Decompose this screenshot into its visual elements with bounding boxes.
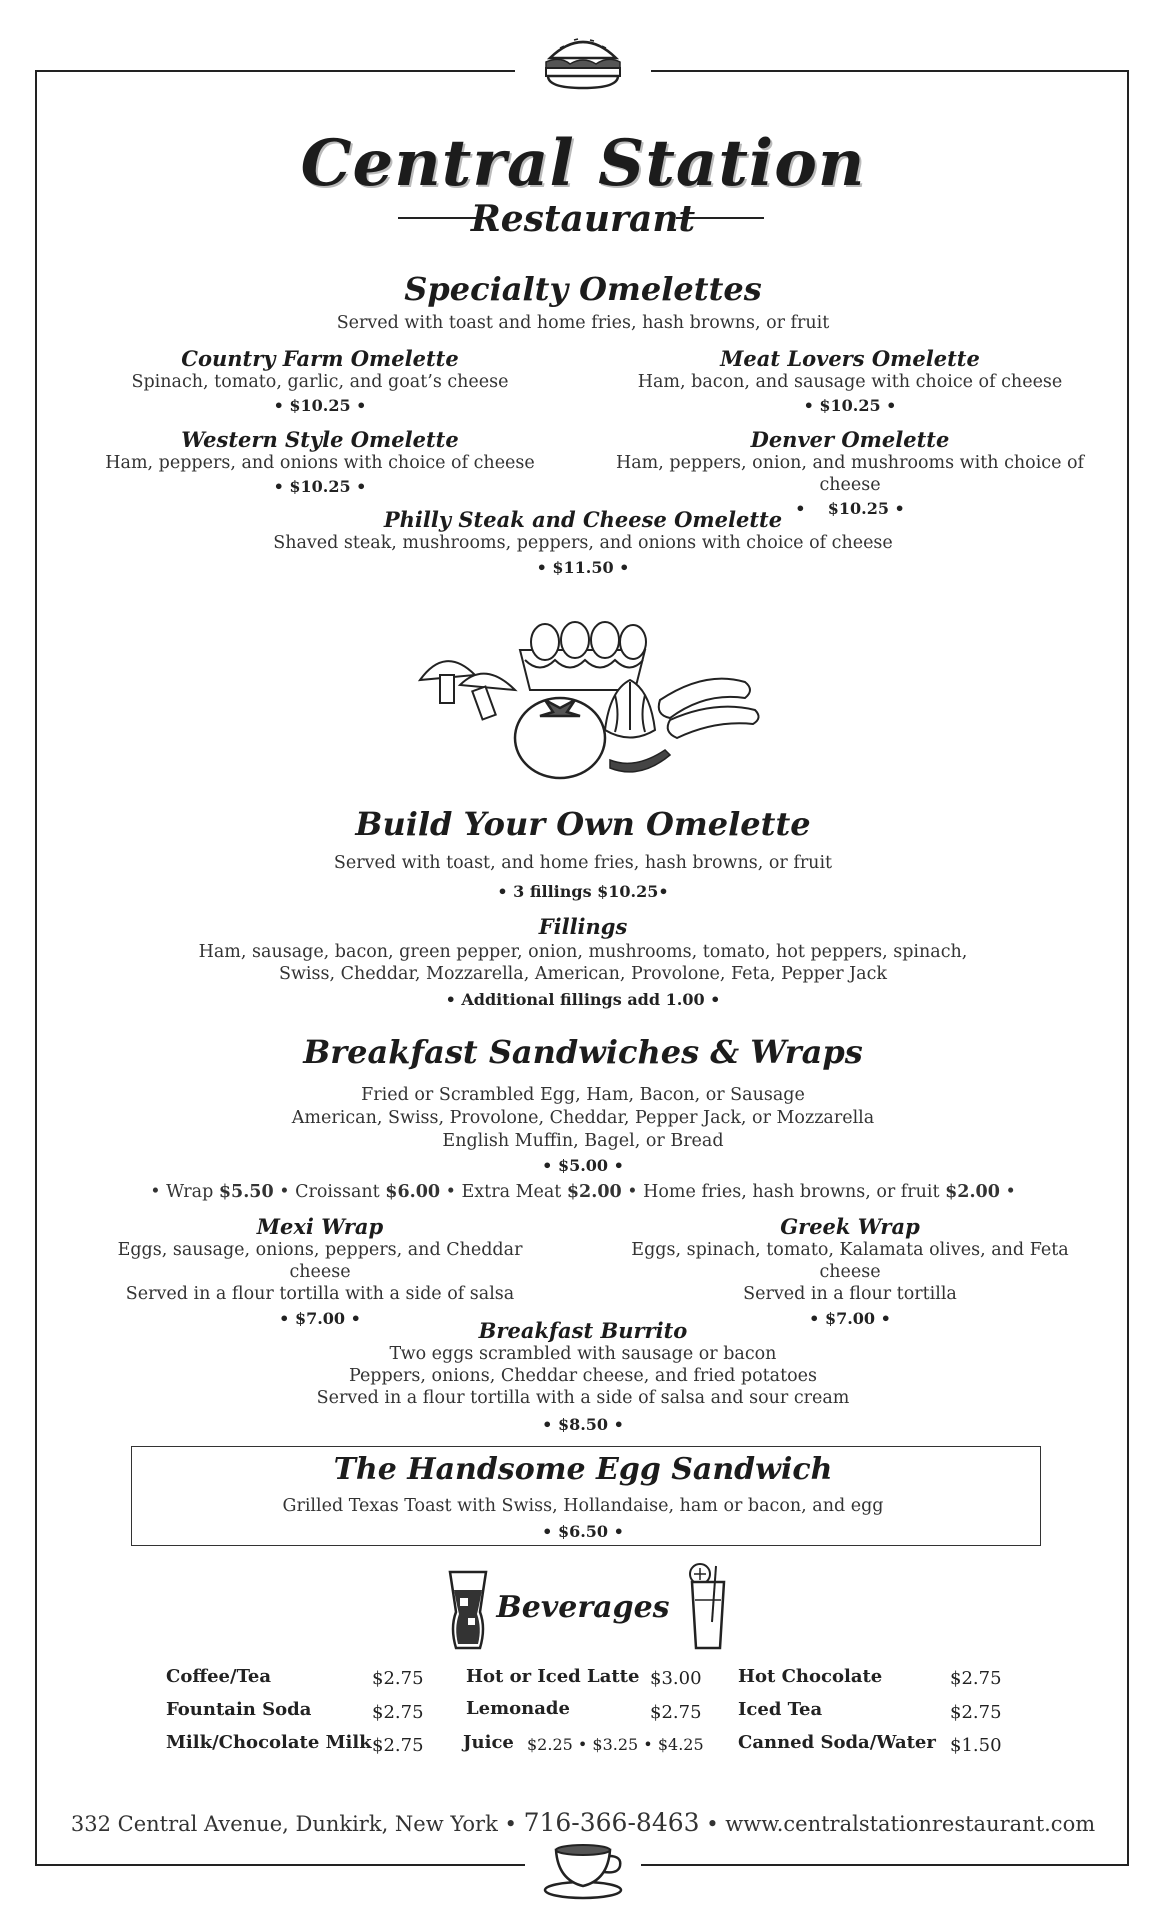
- lemonade-glass-icon: [686, 1562, 730, 1652]
- coffee-cup-icon: [540, 1840, 626, 1900]
- fillings-line-1: Ham, sausage, bacon, green pepper, onion, mushrooms, tomato, hot peppers, spinach,: [198, 942, 968, 962]
- beverages-heading: Beverages: [496, 1590, 670, 1625]
- breakfast-burrito: [0, 1318, 1166, 1434]
- restaurant-name: Central Station: [300, 126, 866, 201]
- bev-price: $2.25 • $3.25 • $4.25: [527, 1735, 704, 1754]
- extra-price: $2.00: [566, 1182, 622, 1202]
- item-price: • $10.25 •: [795, 499, 905, 518]
- additional-fillings: • Additional fillings add 1.00 •: [445, 990, 721, 1009]
- bev-price: $2.75: [950, 1668, 1002, 1689]
- footer-website[interactable]: www.centralstationrestaurant.com: [725, 1812, 1096, 1836]
- extra-label: •: [999, 1182, 1016, 1202]
- omelette-country-farm: [100, 346, 540, 415]
- bev-name: Milk/Chocolate Milk: [166, 1732, 372, 1753]
- fillings-line-2: Swiss, Cheddar, Mozzarella, American, Provolone, Feta, Pepper Jack: [278, 964, 888, 984]
- fillings-heading: Fillings: [538, 914, 628, 939]
- bev-name: Hot or Iced Latte: [466, 1666, 640, 1687]
- bev-name: Lemonade: [466, 1698, 570, 1719]
- item-name: Breakfast Burrito: [478, 1318, 688, 1343]
- mushroom-icon: [420, 661, 515, 719]
- item-desc-3: Served in a flour tortilla with a side of salsa and sour cream: [316, 1388, 850, 1408]
- sandwiches-heading: Breakfast Sandwiches & Wraps: [303, 1033, 863, 1071]
- item-desc-2: Served in a flour tortilla with a side of salsa: [125, 1284, 515, 1304]
- sandwich-line-2: American, Swiss, Provolone, Cheddar, Pepper Jack, or Mozzarella: [291, 1108, 875, 1128]
- item-name: Denver Omelette: [750, 427, 950, 452]
- mexi-wrap: [90, 1214, 550, 1328]
- bev-name: Juice: [463, 1732, 514, 1753]
- item-desc-1: Eggs, sausage, onions, peppers, and Cheddar cheese: [117, 1240, 523, 1282]
- item-price: • $10.25 •: [273, 477, 367, 496]
- item-desc: Spinach, tomato, garlic, and goat’s cheese: [131, 372, 509, 392]
- specialty-subtitle: Served with toast and home fries, hash browns, or fruit: [336, 313, 830, 333]
- bev-price: $2.75: [372, 1668, 424, 1689]
- item-desc-2: Peppers, onions, Cheddar cheese, and fried potatoes: [348, 1366, 818, 1386]
- specialty-heading: Specialty Omelettes: [404, 270, 762, 308]
- bev-price: $2.75: [950, 1702, 1002, 1723]
- item-name: Mexi Wrap: [256, 1214, 384, 1239]
- egg-carton-icon: [520, 622, 646, 690]
- sandwich-line-3: English Muffin, Bagel, or Bread: [442, 1131, 724, 1151]
- item-name: Greek Wrap: [780, 1214, 920, 1239]
- pepper-icon: [610, 750, 670, 772]
- item-desc: Ham, bacon, and sausage with choice of cheese: [637, 372, 1063, 392]
- item-price: • $10.25 •: [803, 396, 897, 415]
- item-price: • $10.25 •: [273, 396, 367, 415]
- item-desc: Shaved steak, mushrooms, peppers, and onions with choice of cheese: [273, 533, 893, 553]
- bev-price: $3.00: [650, 1668, 702, 1689]
- restaurant-subtitle: Restaurant: [470, 198, 696, 240]
- sandwich-price: • $5.00 •: [542, 1156, 624, 1175]
- build-price: • 3 fillings $10.25•: [497, 882, 669, 901]
- sandwich-icon: [540, 28, 626, 90]
- omelette-denver: [600, 427, 1100, 518]
- item-name: Western Style Omelette: [181, 427, 459, 452]
- footer-phone[interactable]: 716-366-8463: [523, 1808, 700, 1837]
- bev-name: Canned Soda/Water: [738, 1732, 936, 1753]
- extra-label: • Extra Meat: [440, 1182, 567, 1202]
- bev-name: Fountain Soda: [166, 1699, 312, 1720]
- item-price: • $7.00 •: [279, 1309, 361, 1328]
- handsome-desc: Grilled Texas Toast with Swiss, Hollandaise, ham or bacon, and egg: [282, 1496, 884, 1516]
- item-price: • $7.00 •: [809, 1309, 891, 1328]
- handsome-price: • $6.50 •: [542, 1522, 624, 1541]
- ingredients-illustration: [415, 620, 765, 785]
- bev-price: $2.75: [372, 1702, 424, 1723]
- sandwich-line-1: Fried or Scrambled Egg, Ham, Bacon, or Sausage: [361, 1085, 805, 1105]
- extra-label: • Home fries, hash browns, or fruit: [621, 1182, 946, 1202]
- bev-name: Coffee/Tea: [166, 1666, 272, 1687]
- build-heading: Build Your Own Omelette: [355, 805, 811, 843]
- item-desc: Ham, peppers, and onions with choice of cheese: [105, 453, 535, 473]
- item-desc-2: Served in a flour tortilla: [743, 1284, 957, 1304]
- item-name: Country Farm Omelette: [181, 346, 459, 371]
- omelette-western: [100, 427, 540, 496]
- extra-price: $5.50: [218, 1182, 274, 1202]
- extra-label: • Wrap: [150, 1182, 219, 1202]
- item-price: • $8.50 •: [542, 1415, 624, 1434]
- item-name: Meat Lovers Omelette: [720, 346, 980, 371]
- bev-price: $2.75: [650, 1702, 702, 1723]
- extra-price: $2.00: [945, 1182, 1000, 1202]
- footer-address: 332 Central Avenue, Dunkirk, New York: [70, 1812, 498, 1836]
- bev-name: Hot Chocolate: [738, 1666, 883, 1687]
- item-desc-1: Two eggs scrambled with sausage or bacon: [389, 1344, 777, 1364]
- omelette-meat-lovers: [600, 346, 1100, 415]
- omelette-philly: [0, 507, 1166, 577]
- footer: [0, 1808, 1166, 1837]
- item-name: Philly Steak and Cheese Omelette: [383, 507, 783, 532]
- bev-price: $1.50: [950, 1735, 1002, 1756]
- tomato-icon: [515, 698, 605, 778]
- item-desc-1: Eggs, spinach, tomato, Kalamata olives, and Feta cheese: [631, 1240, 1069, 1282]
- extra-label: • Croissant: [273, 1182, 386, 1202]
- sandwich-extras: [0, 1181, 1166, 1203]
- build-subtitle: Served with toast, and home fries, hash browns, or fruit: [333, 853, 833, 873]
- handsome-heading: The Handsome Egg Sandwich: [333, 1452, 833, 1487]
- item-desc: Ham, peppers, onion, and mushrooms with choice of cheese: [615, 453, 1085, 495]
- bev-price: $2.75: [372, 1735, 424, 1756]
- bev-name: Iced Tea: [738, 1699, 823, 1720]
- sausage-icon: [659, 679, 759, 738]
- footer-separator: •: [706, 1812, 726, 1836]
- item-price: • $11.50 •: [536, 558, 630, 577]
- greek-wrap: [600, 1214, 1100, 1328]
- footer-separator: •: [504, 1812, 524, 1836]
- extra-price: $6.00: [385, 1182, 441, 1202]
